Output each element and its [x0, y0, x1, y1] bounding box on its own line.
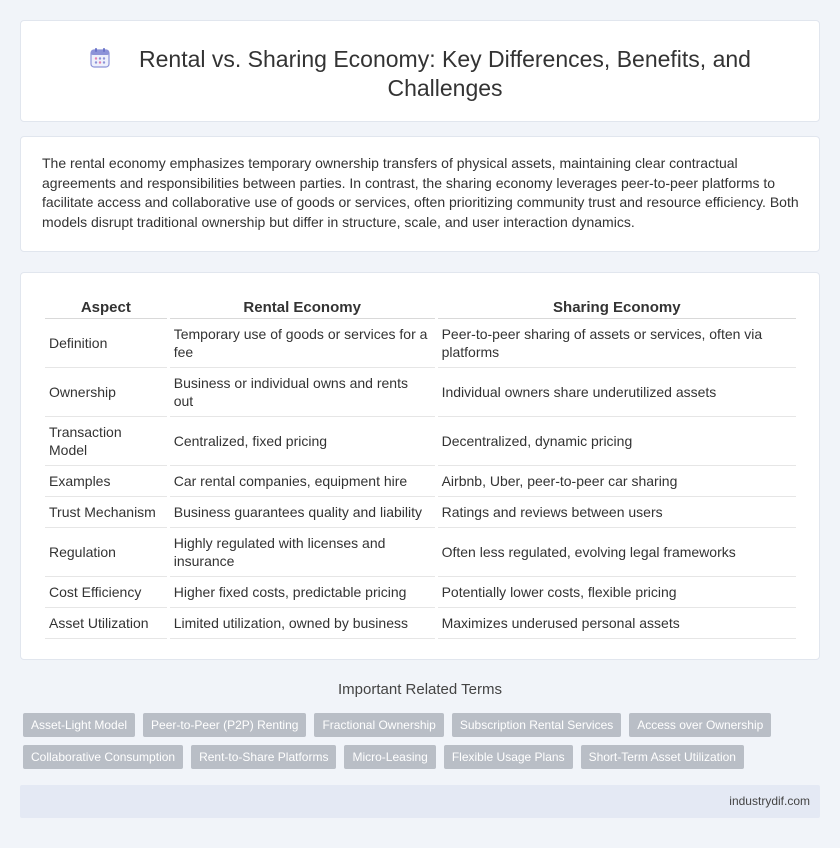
- row-aspect: Trust Mechanism: [45, 497, 167, 528]
- title-card: [20, 20, 820, 122]
- table-row: [45, 528, 796, 577]
- page-title: Rental vs. Sharing Economy: Key Differences, Benefits, and Challenges: [139, 46, 751, 101]
- term-tag[interactable]: Peer-to-Peer (P2P) Renting: [143, 713, 306, 737]
- row-sharing: Maximizes underused personal assets: [438, 608, 796, 639]
- row-sharing: Ratings and reviews between users: [438, 497, 796, 528]
- row-sharing: Peer-to-peer sharing of assets or services, often via platforms: [438, 319, 796, 368]
- row-aspect: Regulation: [45, 528, 167, 577]
- table-row: [45, 466, 796, 497]
- row-sharing: Often less regulated, evolving legal frameworks: [438, 528, 796, 577]
- row-rental: Car rental companies, equipment hire: [170, 466, 435, 497]
- row-rental: Business or individual owns and rents out: [170, 368, 435, 417]
- footer-site-link[interactable]: industrydif.com: [729, 794, 810, 808]
- table-row: [45, 319, 796, 368]
- row-aspect: Ownership: [45, 368, 167, 417]
- term-tag[interactable]: Fractional Ownership: [314, 713, 443, 737]
- header-rental-economy: Rental Economy: [170, 297, 435, 319]
- related-terms-list: [23, 713, 783, 769]
- row-rental: Temporary use of goods or services for a fee: [170, 319, 435, 368]
- row-aspect: Asset Utilization: [45, 608, 167, 639]
- term-tag[interactable]: Flexible Usage Plans: [444, 745, 573, 769]
- term-tag[interactable]: Rent-to-Share Platforms: [191, 745, 336, 769]
- footer: [20, 785, 820, 818]
- row-aspect: Transaction Model: [45, 417, 167, 466]
- comparison-table-card: [20, 272, 820, 660]
- row-rental: Limited utilization, owned by business: [170, 608, 435, 639]
- row-sharing: Potentially lower costs, flexible pricing: [438, 577, 796, 608]
- table-row: [45, 368, 796, 417]
- table-header-row: [45, 297, 796, 319]
- table-row: [45, 577, 796, 608]
- table-row: [45, 497, 796, 528]
- header-sharing-economy: Sharing Economy: [438, 297, 796, 319]
- row-aspect: Definition: [45, 319, 167, 368]
- term-tag[interactable]: Short-Term Asset Utilization: [581, 745, 744, 769]
- related-terms-title: Important Related Terms: [338, 681, 502, 698]
- term-tag[interactable]: Subscription Rental Services: [452, 713, 621, 737]
- comparison-table: [42, 297, 799, 639]
- term-tag[interactable]: Collaborative Consumption: [23, 745, 183, 769]
- row-aspect: Cost Efficiency: [45, 577, 167, 608]
- table-row: [45, 417, 796, 466]
- intro-paragraph: The rental economy emphasizes temporary ownership transfers of physical assets, maintaining clear contractual agreements and responsibilities between parties. In contrast, the sharing economy leverages peer-to-peer platforms to facilitate access and collaborative use of goods or services, often prioritizing community trust and resource efficiency. Both models disrupt traditional ownership but differ in structure, scale, and user interaction dynamics.: [42, 155, 799, 230]
- term-tag[interactable]: Access over Ownership: [629, 713, 771, 737]
- row-rental: Business guarantees quality and liability: [170, 497, 435, 528]
- row-rental: Highly regulated with licenses and insurance: [170, 528, 435, 577]
- row-aspect: Examples: [45, 466, 167, 497]
- header-aspect: Aspect: [45, 297, 167, 319]
- term-tag[interactable]: Micro-Leasing: [344, 745, 435, 769]
- table-row: [45, 608, 796, 639]
- term-tag[interactable]: Asset-Light Model: [23, 713, 135, 737]
- intro-card: [20, 136, 820, 252]
- row-sharing: Decentralized, dynamic pricing: [438, 417, 796, 466]
- row-rental: Centralized, fixed pricing: [170, 417, 435, 466]
- row-rental: Higher fixed costs, predictable pricing: [170, 577, 435, 608]
- row-sharing: Airbnb, Uber, peer-to-peer car sharing: [438, 466, 796, 497]
- row-sharing: Individual owners share underutilized assets: [438, 368, 796, 417]
